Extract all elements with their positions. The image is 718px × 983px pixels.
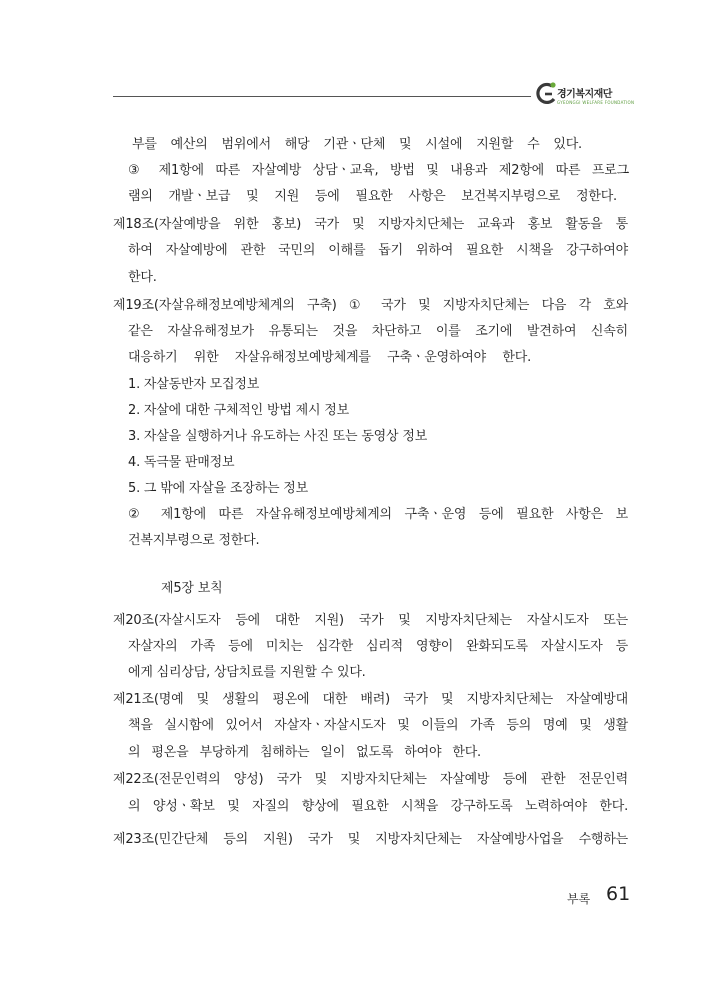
text-line: 하여 자살예방에 관한 국민의 이해를 돕기 위하여 필요한 시책을 강구하여야 (128, 243, 628, 258)
foundation-logo-icon (535, 80, 559, 108)
list-item: 2. 자살에 대한 구체적인 방법 제시 정보 (128, 403, 349, 418)
logo-name: 경기복지재단 (557, 89, 612, 100)
article-heading: 제23조(민간단체 등의 지원) 국가 및 지방자치단체는 자살예방사업을 수행하는 (113, 832, 628, 847)
article-heading: 제21조(명예 및 생활의 평온에 대한 배려) 국가 및 지방자치단체는 자살예방대 (113, 692, 628, 707)
text-line: 대응하기 위한 자살유해정보예방체계를 구축ㆍ운영하여야 한다. (128, 350, 531, 365)
text-line: 자살자의 가족 등에 미치는 심각한 심리적 영향이 완화되도록 자살시도자 등 (128, 639, 628, 654)
list-item: 3. 자살을 실행하거나 유도하는 사진 또는 동영상 정보 (128, 429, 428, 444)
text-line: ③ 제1항에 따른 자살예방 상담ㆍ교육, 방법 및 내용과 제2항에 따른 프로그 (128, 163, 629, 178)
text-line: 책을 실시함에 있어서 자살자ㆍ자살시도자 및 이들의 가족 등의 명예 및 생활 (128, 718, 628, 733)
list-item: 1. 자살동반자 모집정보 (128, 377, 260, 392)
footer-label: 부록 (567, 892, 591, 906)
chapter-heading: 제5장 보칙 (161, 581, 223, 596)
article-heading: 제19조(자살유해정보예방체계의 구축) ① 국가 및 지방자치단체는 다음 각 호와 (113, 298, 628, 313)
article-heading: 제20조(자살시도자 등에 대한 지원) 국가 및 지방자치단체는 자살시도자 또는 (113, 613, 628, 628)
list-item: 4. 독극물 판매정보 (128, 455, 235, 470)
text-line: 의 양성ㆍ확보 및 자질의 향상에 필요한 시책을 강구하도록 노력하여야 한다. (128, 799, 628, 814)
article-heading: 제18조(자살예방을 위한 홍보) 국가 및 지방자치단체는 교육과 홍보 활동을 통 (113, 217, 628, 232)
logo-subtitle: GYEONGGI WELFARE FOUNDATION (557, 100, 635, 105)
list-item: 5. 그 밖에 자살을 조장하는 정보 (128, 481, 308, 496)
text-line: 같은 자살유해정보가 유통되는 것을 차단하고 이를 조기에 발견하여 신속히 (128, 324, 628, 339)
text-line: ② 제1항에 따른 자살유해정보예방체계의 구축ㆍ운영 등에 필요한 사항은 보 (128, 507, 628, 522)
text-line: 부를 예산의 범위에서 해당 기관ㆍ단체 및 시설에 지원할 수 있다. (132, 137, 582, 152)
text-line: 에게 심리상담, 상담치료를 지원할 수 있다. (128, 665, 366, 680)
header-rule (113, 96, 531, 97)
text-line: 한다. (128, 270, 157, 285)
text-line: 램의 개발ㆍ보급 및 지원 등에 필요한 사항은 보건복지부령으로 정한다. (128, 189, 617, 204)
text-line: 의 평온을 부당하게 침해하는 일이 없도록 하여야 한다. (128, 745, 481, 760)
page-number: 61 (606, 883, 631, 905)
foundation-logo (535, 80, 645, 110)
article-heading: 제22조(전문인력의 양성) 국가 및 지방자치단체는 자살예방 등에 관한 전문인력 (113, 772, 628, 787)
text-line: 건복지부령으로 정한다. (128, 533, 260, 548)
